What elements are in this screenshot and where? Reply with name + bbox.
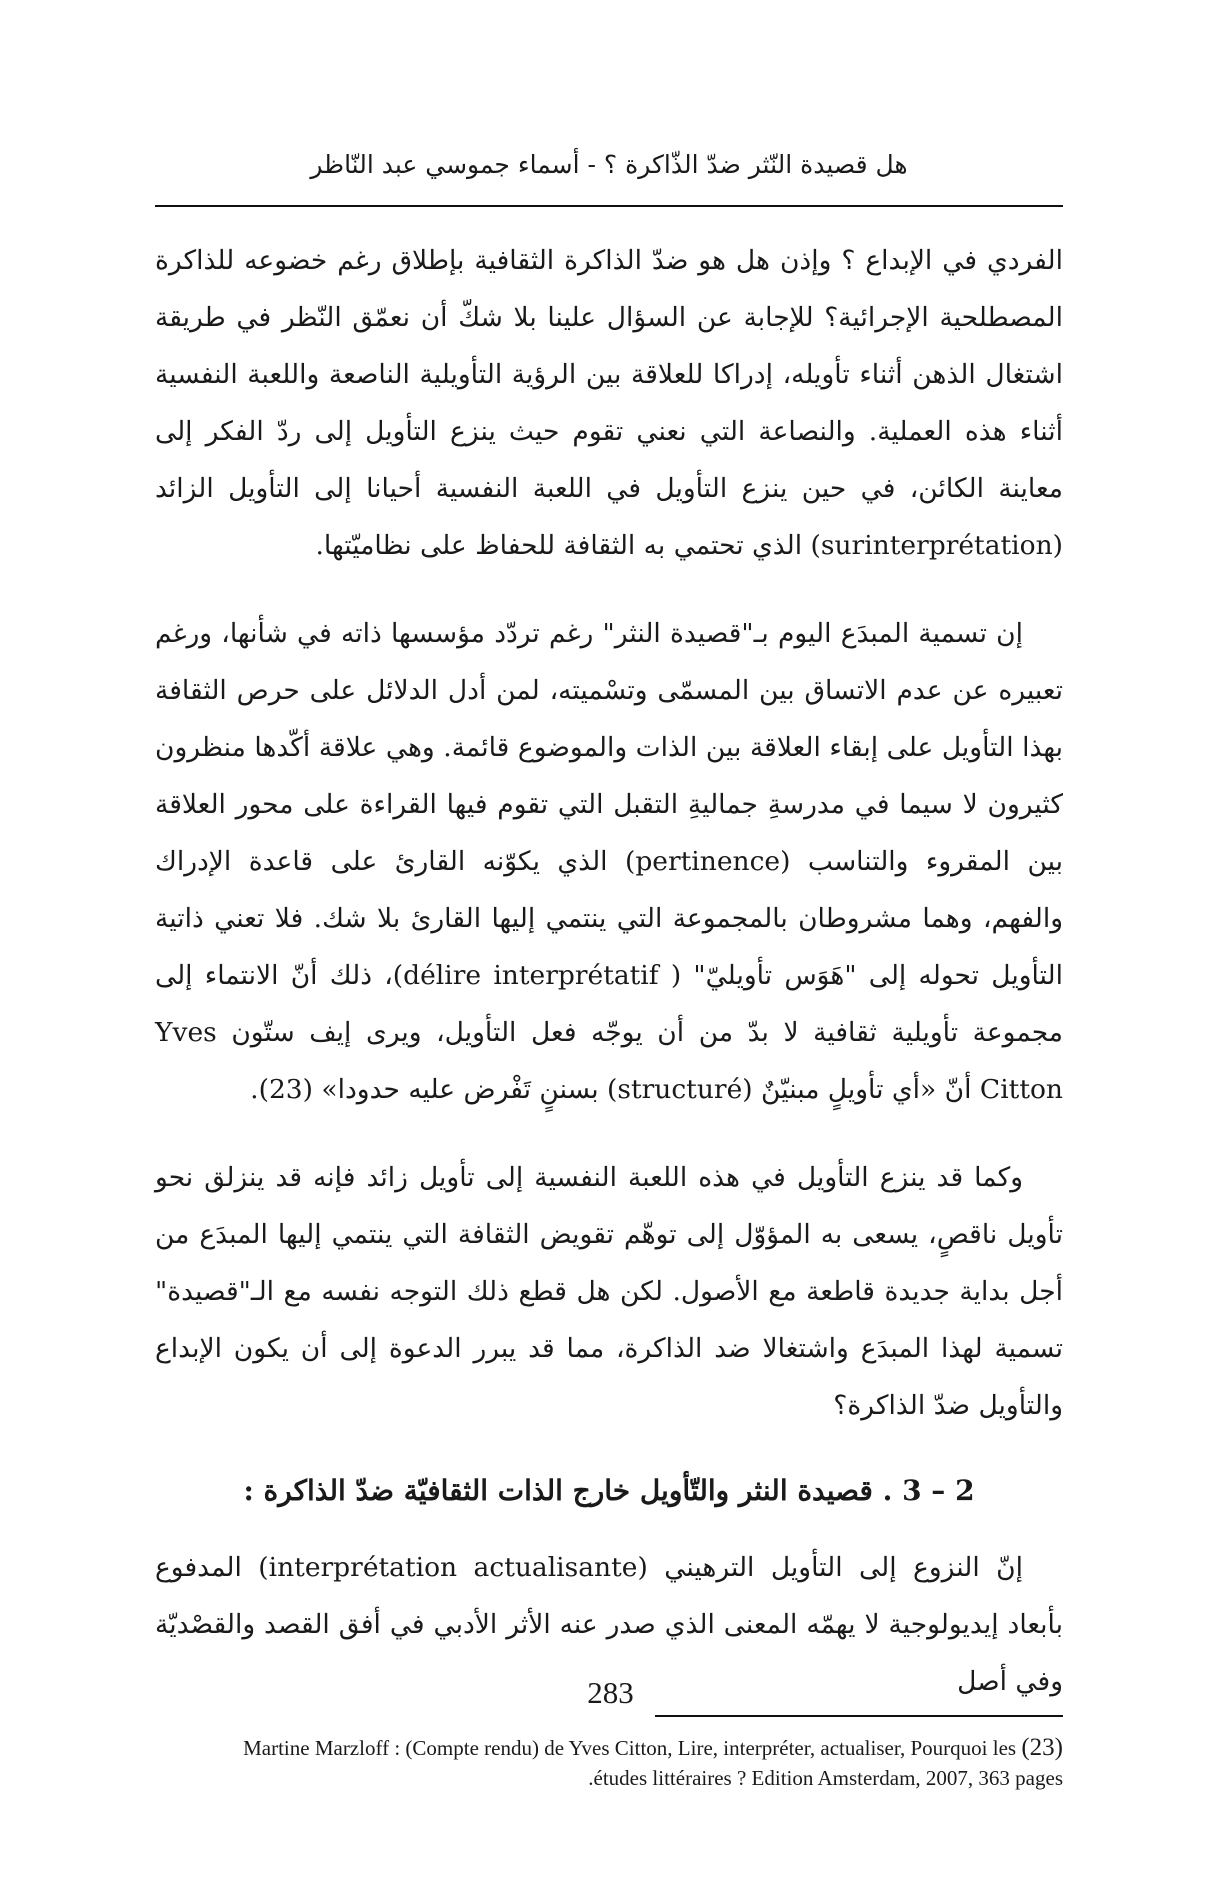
footnote-number: (23) [1021, 1734, 1063, 1761]
article-body [155, 232, 1063, 1741]
footnote-line-1: Martine Marzloff : (Compte rendu) de Yves Citton, Lire, interpréter, actualiser, Pourquoi les [243, 1736, 1017, 1760]
header-divider [155, 205, 1063, 207]
paragraph-4: إنّ النزوع إلى التأويل الترهيني (interprétation actualisante) المدفوع بأبعاد إيديولوجية لا يهمّه المعنى الذي صدر عنه الأثر الأدبي في أفق القصد والقصْديّة وفي أصل [155, 1552, 1063, 1697]
page-number: 283 [587, 1675, 634, 1710]
footnote-divider [655, 1715, 1063, 1717]
footnote-line-2: .études littéraires ? Edition Amsterdam, 2007, 363 pages [588, 1766, 1063, 1790]
paragraph-3: وكما قد ينزع التأويل في هذه اللعبة النفسية إلى تأويل زائد فإنه قد ينزلق نحو تأويل ناقصٍ، يسعى به المؤوّل إلى توهّم تقويض الثقافة التي ينتمي إليها المبدَع من أجل بداية جديدة قاطعة مع الأصول. لكن هل قطع ذلك التوجه نفسه مع الـ"قصيدة" تسمية لهذا المبدَع واشتغالا ضد الذاكرة، مما قد يبرر الدعوة إلى أن يكون الإبداع والتأويل ضدّ الذاكرة؟ [155, 1162, 1063, 1421]
paragraph-1: الفردي في الإبداع ؟ وإذن هل هو ضدّ الذاكرة الثقافية بإطلاق رغم خضوعه للذاكرة المصطلحية الإجرائية؟ للإجابة عن السؤال علينا بلا شكّ أن نعمّق النّظر في طريقة اشتغال الذهن أثناء تأويله، إدراكا للعلاقة بين الرؤية التأويلية الناصعة واللعبة النفسية أثناء هذه العملية. والنصاعة التي نعني تقوم حيث ينزع التأويل إلى ردّ الفكر إلى معاينة الكائن، في حين ينزع التأويل في اللعبة النفسية أحيانا إلى التأويل الزائد (surinterprétation) الذي تحتمي به الثقافة للحفاظ على نظاميّتها. [155, 245, 1063, 561]
running-header: هل قصيدة النّثر ضدّ الذّاكرة ؟ - أسماء جموسي عبد النّاظر [310, 150, 908, 179]
paragraph-2: إن تسمية المبدَع اليوم بـ"قصيدة النثر" رغم تردّد مؤسسها ذاته في شأنها، ورغم تعبيره عن عدم الاتساق بين المسمّى وتسْميته، لمن أدل الدلائل على حرص الثقافة بهذا التأويل على إبقاء العلاقة بين الذات والموضوع قائمة. وهي علاقة أكّدها منظرون كثيرون لا سيما في مدرسةِ جماليةِ التقبل التي تقوم فيها القراءة على محور العلاقة بين المقروء والتناسب (pertinence) الذي يكوّنه القارئ على قاعدة الإدراك والفهم، وهما مشروطان بالمجموعة التي ينتمي إليها القارئ بلا شك. فلا تعني ذاتية التأويل تحوله إلى "هَوَس تأويليّ" ( délire interprétatif)، ذلك أنّ الانتماء إلى مجموعة تأويلية ثقافية لا بدّ من أن يوجّه فعل التأويل، ويرى إيف ستّون Yves Citton أنّ «أي تأويلٍ مبنيّنٌ (structuré) بسننٍ تَفْرض عليه حدودا» (23). [155, 618, 1063, 1105]
section-heading: 2 – 3 . قصيدة النثر والتّأويل خارج الذات الثقافيّة ضدّ الذاكرة : [243, 1474, 975, 1507]
footnote [155, 1733, 1063, 1793]
